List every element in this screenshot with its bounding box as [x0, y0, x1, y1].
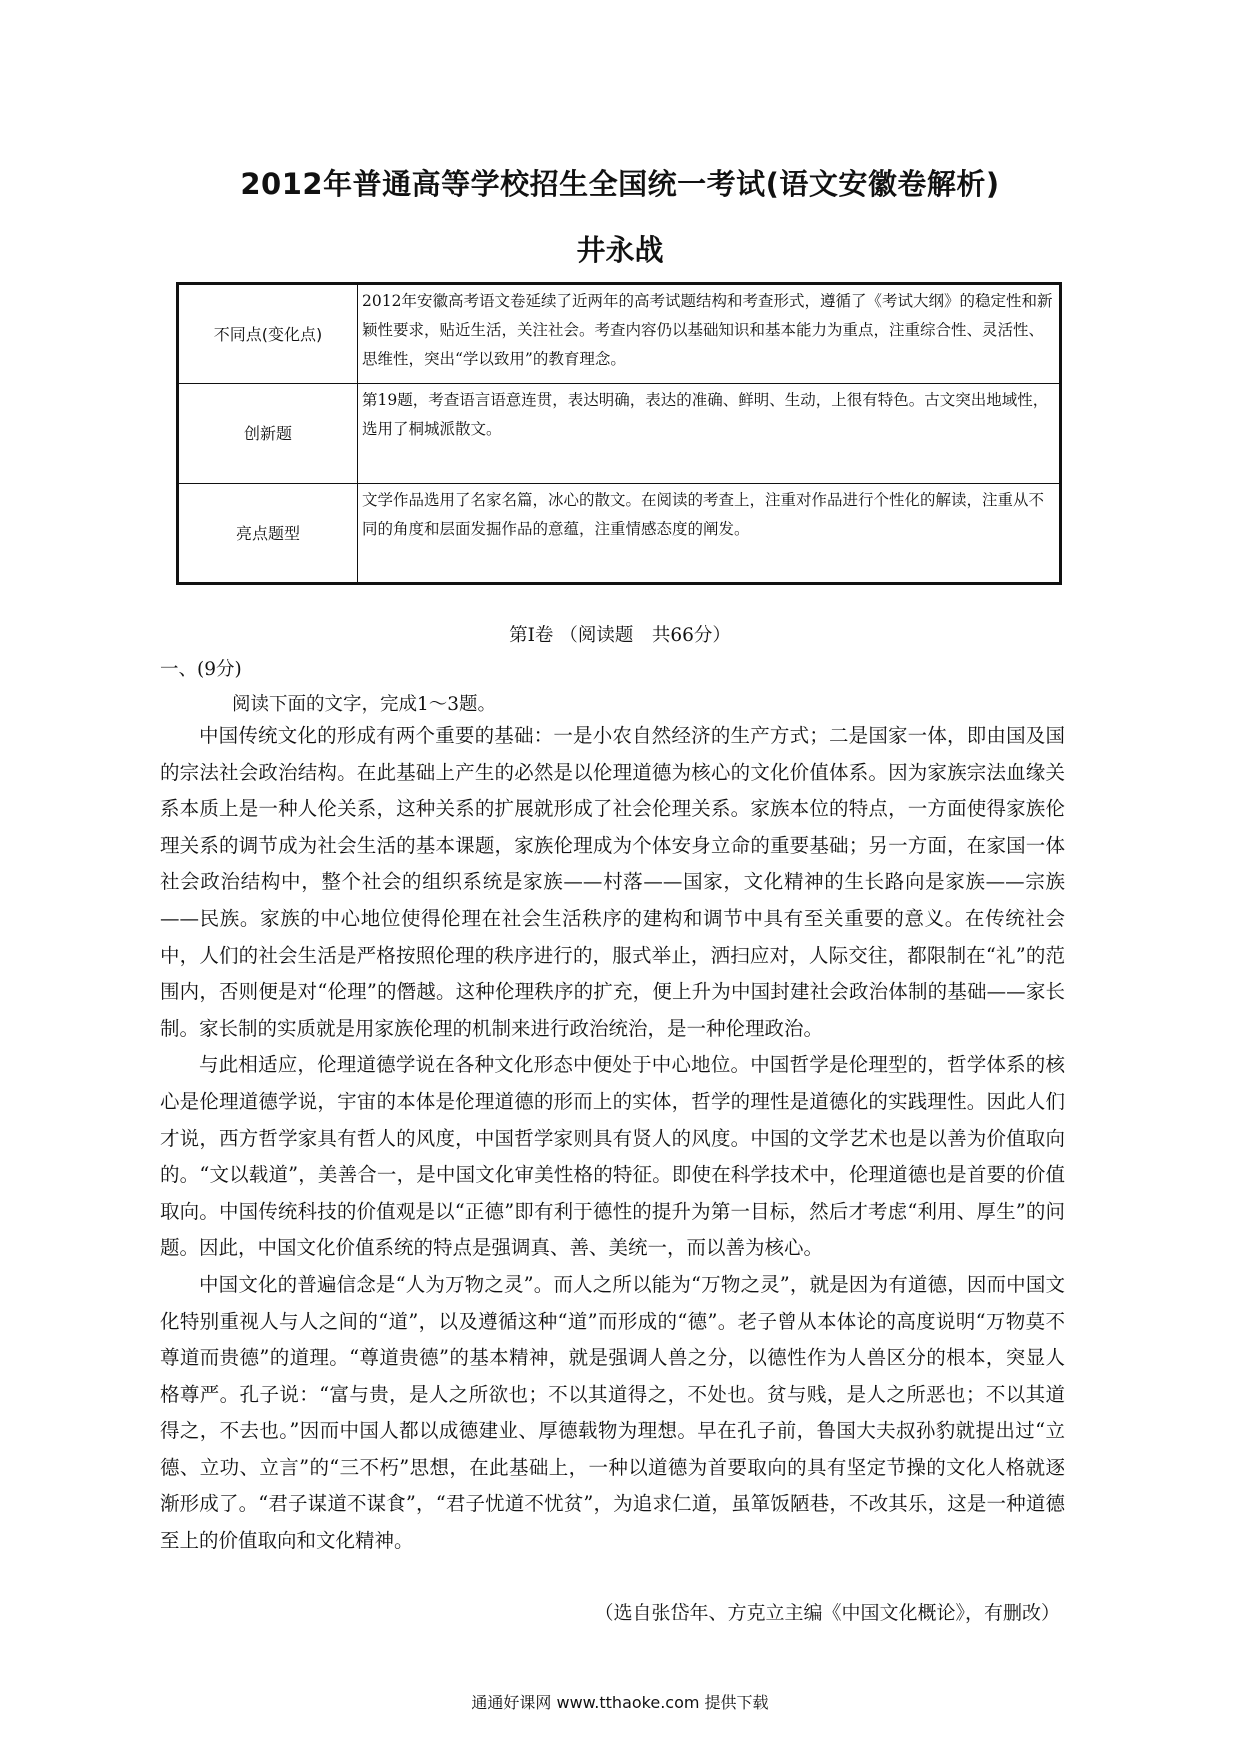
table-row-key: 创新题 [178, 384, 358, 484]
table-row-value: 2012年安徽高考语文卷延续了近两年的高考试题结构和考查形式，遵循了《考试大纲》的稳定性和新颖性要求，贴近生活，关注社会。考查内容仍以基础知识和基本能力为重点，注重综合性、灵活性、思维性，突出“学以致用”的教育理念。 [358, 284, 1061, 384]
table-row [178, 384, 1061, 484]
summary-table [176, 282, 1062, 585]
table-row-key: 不同点(变化点) [178, 284, 358, 384]
table-row-key: 亮点题型 [178, 484, 358, 584]
table-row-value: 文学作品选用了名家名篇，冰心的散文。在阅读的考查上，注重对作品进行个性化的解读，注重从不同的角度和层面发掘作品的意蕴，注重情感态度的阐发。 [358, 484, 1061, 584]
page-footer: 通通好课网 www.tthaoke.com 提供下载 [471, 1693, 769, 1712]
section-heading: 第Ⅰ卷 （阅读题 共66分） [509, 625, 731, 646]
article-paragraph: 中国文化的普遍信念是“人为万物之灵”。而人之所以能为“万物之灵”，就是因为有道德，因而中国文化特别重视人与人之间的“道”，以及遵循这种“道”而形成的“德”。老子曾从本体论的高度说明“万物莫不尊道而贵德”的道理。“尊道贵德”的基本精神，就是强调人兽之分，以德性作为人兽区分的根本，突显人格尊严。孔子说：“富与贵，是人之所欲也；不以其道得之，不处也。贫与贱，是人之所恶也；不以其道得之，不去也。”因而中国人都以成德建业、厚德载物为理想。早在孔子前，鲁国大夫叔孙豹就提出过“立德、立功、立言”的“三不朽”思想，在此基础上，一种以道德为首要取向的具有坚定节操的文化人格就逐渐形成了。“君子谋道不谋食”，“君子忧道不忧贫”，为追求仁道，虽箪饭陋巷，不改其乐，这是一种道德至上的价值取向和文化精神。 [160, 1272, 1065, 1553]
table-row [178, 484, 1061, 584]
article-paragraph: 中国传统文化的形成有两个重要的基础：一是小农自然经济的生产方式；二是国家一体，即由国及国的宗法社会政治结构。在此基础上产生的必然是以伦理道德为核心的文化价值体系。因为家族宗法血缘关系本质上是一种人伦关系，这种关系的扩展就形成了社会伦理关系。家族本位的特点，一方面使得家族伦理关系的调节成为社会生活的基本课题，家族伦理成为个体安身立命的重要基础；另一方面，在家国一体社会政治结构中，整个社会的组织系统是家族——村落——国家，文化精神的生长路向是家族——宗族——民族。家族的中心地位使得伦理在社会生活秩序的建构和调节中具有至关重要的意义。在传统社会中，人们的社会生活是严格按照伦理的秩序进行的，服式举止，洒扫应对，人际交往，都限制在“礼”的范围内，否则便是对“伦理”的僭越。这种伦理秩序的扩充，便上升为中国封建社会政治体制的基础——家长制。家长制的实质就是用家族伦理的机制来进行政治统治，是一种伦理政治。 [160, 724, 1065, 1040]
document-title: 2012年普通高等学校招生全国统一考试(语文安徽卷解析) [240, 167, 1000, 201]
table-row-value: 第19题，考查语言语意连贯，表达明确，表达的准确、鲜明、生动，上很有特色。古文突出地域性，选用了桐城派散文。 [358, 384, 1061, 484]
reading-instruction: 阅读下面的文字，完成1～3题。 [232, 694, 497, 715]
author-name: 井永战 [576, 233, 664, 267]
table-row [178, 284, 1061, 384]
article-paragraph: 与此相适应，伦理道德学说在各种文化形态中便处于中心地位。中国哲学是伦理型的，哲学体系的核心是伦理道德学说，宇宙的本体是伦理道德的形而上的实体，哲学的理性是道德化的实践理性。因此人们才说，西方哲学家具有哲人的风度，中国哲学家则具有贤人的风度。中国的文学艺术也是以善为价值取向的。“文以载道”，美善合一，是中国文化审美性格的特征。即使在科学技术中，伦理道德也是首要的价值取向。中国传统科技的价值观是以“正德”即有利于德性的提升为第一目标，然后才考虑“利用、厚生”的问题。因此，中国文化价值系统的特点是强调真、善、美统一，而以善为核心。 [160, 1053, 1065, 1260]
source-citation: （选自张岱年、方克立主编《中国文化概论》，有删改） [594, 1602, 1060, 1624]
question-heading: 一、(9分) [160, 659, 242, 680]
article-body [160, 718, 1065, 1560]
